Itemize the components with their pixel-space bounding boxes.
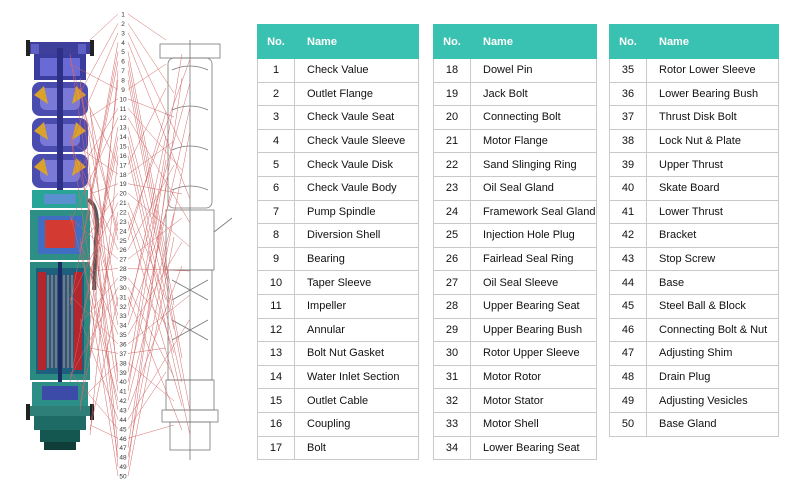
part-number: 13 — [258, 342, 295, 366]
part-name: Motor Stator — [471, 389, 597, 413]
table-row — [434, 59, 597, 83]
part-name: Check Vaule Disk — [295, 153, 419, 177]
part-name: Bearing — [295, 247, 419, 271]
leader-line — [128, 425, 174, 438]
part-name: Adjusting Shim — [647, 342, 779, 366]
part-number: 39 — [610, 153, 647, 177]
column-header-no: No. — [258, 25, 295, 59]
column-header-name: Name — [471, 25, 597, 59]
callout-number: 12 — [119, 115, 127, 123]
part-number: 42 — [610, 224, 647, 248]
part-name: Pump Spindle — [295, 200, 419, 224]
part-name: Upper Bearing Bush — [471, 318, 597, 342]
callout-number: 38 — [119, 360, 127, 368]
callout-number: 48 — [119, 454, 127, 462]
table-row — [434, 412, 597, 436]
part-number: 45 — [610, 294, 647, 318]
part-name: Adjusting Vesicles — [647, 389, 779, 413]
callout-number: 50 — [119, 473, 127, 481]
callout-number: 36 — [119, 341, 127, 349]
part-number: 19 — [434, 82, 471, 106]
callout-number: 9 — [121, 86, 125, 94]
table-row — [610, 412, 779, 436]
callout-number: 18 — [119, 171, 127, 179]
part-name: Connecting Bolt — [471, 106, 597, 130]
leader-line — [128, 372, 166, 429]
callout-number: 6 — [121, 58, 125, 66]
column-header-no: No. — [610, 25, 647, 59]
part-name: Fairlead Seal Ring — [471, 247, 597, 271]
part-number: 7 — [258, 200, 295, 224]
part-number: 24 — [434, 200, 471, 224]
part-name: Check Vaule Body — [295, 176, 419, 200]
table-row — [258, 200, 419, 224]
table-row — [610, 176, 779, 200]
callout-number: 17 — [119, 162, 127, 170]
outline-view — [160, 40, 232, 460]
table-row — [434, 294, 597, 318]
table-row — [610, 318, 779, 342]
part-name: Drain Plug — [647, 365, 779, 389]
table-row — [258, 106, 419, 130]
part-name: Bolt Nut Gasket — [295, 342, 419, 366]
part-number: 8 — [258, 224, 295, 248]
part-name: Rotor Lower Sleeve — [647, 59, 779, 83]
table-row — [610, 153, 779, 177]
part-name: Framework Seal Gland — [471, 200, 597, 224]
column-header-name: Name — [647, 25, 779, 59]
table-row — [434, 82, 597, 106]
part-name: Oil Seal Gland — [471, 176, 597, 200]
callout-number: 47 — [119, 445, 127, 453]
table-row — [258, 153, 419, 177]
part-name: Lock Nut & Plate — [647, 129, 779, 153]
part-name: Dowel Pin — [471, 59, 597, 83]
table-row — [610, 271, 779, 295]
table-row — [258, 389, 419, 413]
part-number: 37 — [610, 106, 647, 130]
column-header-no: No. — [434, 25, 471, 59]
callout-number: 4 — [121, 39, 125, 47]
leader-line — [128, 88, 166, 165]
part-number: 17 — [258, 436, 295, 460]
part-number: 36 — [610, 82, 647, 106]
callout-number: 8 — [121, 77, 125, 85]
table-row — [610, 294, 779, 318]
part-number: 3 — [258, 106, 295, 130]
part-name: Diversion Shell — [295, 224, 419, 248]
callout-number: 21 — [119, 200, 127, 208]
callout-number: 29 — [119, 275, 127, 283]
callout-number: 32 — [119, 303, 127, 311]
table-row — [434, 389, 597, 413]
callout-number: 1 — [121, 11, 125, 19]
leader-line — [128, 59, 190, 231]
part-name: Base Gland — [647, 412, 779, 436]
part-name: Check Value — [295, 59, 419, 83]
callout-number: 37 — [119, 350, 127, 358]
part-number: 11 — [258, 294, 295, 318]
part-name: Upper Bearing Seat — [471, 294, 597, 318]
part-number: 4 — [258, 129, 295, 153]
part-name: Steel Ball & Block — [647, 294, 779, 318]
parts-table-2 — [433, 24, 597, 460]
parts-table-3 — [609, 24, 779, 437]
parts-table-1 — [257, 24, 419, 460]
leader-line — [128, 213, 174, 401]
leader-line — [90, 184, 118, 194]
table-row — [258, 224, 419, 248]
part-name: Check Vaule Seat — [295, 106, 419, 130]
pump-cross-section-diagram — [0, 0, 245, 493]
part-number: 41 — [610, 200, 647, 224]
cutaway-view — [26, 40, 97, 450]
table-row — [434, 200, 597, 224]
part-number: 43 — [610, 247, 647, 271]
part-number: 22 — [434, 153, 471, 177]
callout-number: 7 — [121, 68, 125, 76]
part-number: 33 — [434, 412, 471, 436]
part-name: Lower Bearing Bush — [647, 82, 779, 106]
table-header-row — [258, 25, 419, 59]
part-number: 29 — [434, 318, 471, 342]
table-row — [434, 342, 597, 366]
callout-number: 20 — [119, 190, 127, 198]
table-row — [610, 389, 779, 413]
part-name: Base — [647, 271, 779, 295]
part-name: Lower Bearing Seat — [471, 436, 597, 460]
table-row — [258, 59, 419, 83]
table-row — [610, 224, 779, 248]
callout-number: 33 — [119, 313, 127, 321]
leader-line — [128, 64, 166, 89]
table-row — [434, 153, 597, 177]
leader-line — [128, 61, 174, 305]
callout-number: 13 — [119, 124, 127, 132]
part-name: Sand Slinging Ring — [471, 153, 597, 177]
part-number: 9 — [258, 247, 295, 271]
part-number: 26 — [434, 247, 471, 271]
part-name: Thrust Disk Bolt — [647, 106, 779, 130]
column-header-name: Name — [295, 25, 419, 59]
callout-number: 15 — [119, 143, 127, 151]
callout-number: 42 — [119, 398, 127, 406]
table-row — [434, 129, 597, 153]
callout-number: 10 — [119, 96, 127, 104]
table-row — [610, 59, 779, 83]
part-number: 21 — [434, 129, 471, 153]
table-row — [258, 176, 419, 200]
part-number: 18 — [434, 59, 471, 83]
part-number: 23 — [434, 176, 471, 200]
callout-number: 16 — [119, 152, 127, 160]
table-row — [610, 129, 779, 153]
part-number: 50 — [610, 412, 647, 436]
leader-line — [128, 14, 166, 40]
part-number: 35 — [610, 59, 647, 83]
callout-number: 40 — [119, 379, 127, 387]
leader-line — [128, 141, 174, 174]
leader-line — [128, 78, 182, 448]
part-name: Rotor Upper Sleeve — [471, 342, 597, 366]
part-name: Water Inlet Section — [295, 365, 419, 389]
part-number: 40 — [610, 176, 647, 200]
callout-number: 14 — [119, 134, 127, 142]
table-row — [434, 176, 597, 200]
table-row — [434, 436, 597, 460]
callout-number: 31 — [119, 294, 127, 302]
leader-line — [128, 52, 166, 252]
callout-number: 23 — [119, 218, 127, 226]
table-row — [434, 318, 597, 342]
part-name: Connecting Bolt & Nut — [647, 318, 779, 342]
table-row — [258, 412, 419, 436]
part-number: 12 — [258, 318, 295, 342]
part-name: Upper Thrust — [647, 153, 779, 177]
callout-number: 35 — [119, 332, 127, 340]
table-row — [258, 271, 419, 295]
callout-number: 3 — [121, 30, 125, 38]
table-row — [610, 342, 779, 366]
part-number: 14 — [258, 365, 295, 389]
part-name: Outlet Flange — [295, 82, 419, 106]
part-name: Stop Screw — [647, 247, 779, 271]
table-row — [258, 294, 419, 318]
part-number: 31 — [434, 365, 471, 389]
callout-number: 43 — [119, 407, 127, 415]
table-row — [258, 129, 419, 153]
callout-number: 45 — [119, 426, 127, 434]
leader-line — [90, 348, 118, 353]
part-number: 2 — [258, 82, 295, 106]
part-number: 1 — [258, 59, 295, 83]
callout-number: 5 — [121, 49, 125, 57]
leader-line — [128, 108, 182, 170]
table-row — [258, 318, 419, 342]
table-row — [434, 271, 597, 295]
callout-number: 11 — [119, 105, 127, 113]
table-row — [434, 106, 597, 130]
callout-number: 19 — [119, 181, 127, 189]
table-row — [258, 342, 419, 366]
callout-number: 39 — [119, 369, 127, 377]
part-name: Jack Bolt — [471, 82, 597, 106]
part-name: Injection Hole Plug — [471, 224, 597, 248]
part-number: 48 — [610, 365, 647, 389]
table-row — [258, 247, 419, 271]
table-row — [610, 82, 779, 106]
part-number: 46 — [610, 318, 647, 342]
leader-line — [128, 118, 190, 223]
part-name: Motor Flange — [471, 129, 597, 153]
part-number: 16 — [258, 412, 295, 436]
part-number: 5 — [258, 153, 295, 177]
part-number: 25 — [434, 224, 471, 248]
part-name: Oil Seal Sleeve — [471, 271, 597, 295]
part-name: Annular — [295, 318, 419, 342]
table-row — [610, 200, 779, 224]
callout-number: 22 — [119, 209, 127, 217]
part-number: 32 — [434, 389, 471, 413]
part-name: Impeller — [295, 294, 419, 318]
table-header-row — [610, 25, 779, 59]
part-number: 49 — [610, 389, 647, 413]
part-name: Motor Rotor — [471, 365, 597, 389]
table-row — [258, 436, 419, 460]
callout-number: 28 — [119, 266, 127, 274]
callout-number: 34 — [119, 322, 127, 330]
part-name: Lower Thrust — [647, 200, 779, 224]
part-name: Skate Board — [647, 176, 779, 200]
leader-line — [128, 131, 190, 457]
leader-line — [90, 14, 118, 40]
part-name: Outlet Cable — [295, 389, 419, 413]
leader-line — [128, 127, 166, 276]
part-number: 20 — [434, 106, 471, 130]
table-row — [258, 365, 419, 389]
part-name: Bolt — [295, 436, 419, 460]
table-row — [610, 247, 779, 271]
callout-number: 30 — [119, 284, 127, 292]
leader-line — [128, 80, 190, 411]
part-number: 34 — [434, 436, 471, 460]
table-header-row — [434, 25, 597, 59]
part-number: 47 — [610, 342, 647, 366]
table-row — [434, 247, 597, 271]
part-number: 10 — [258, 271, 295, 295]
callout-number: 27 — [119, 256, 127, 264]
leader-line — [128, 33, 182, 146]
part-number: 28 — [434, 294, 471, 318]
part-number: 38 — [610, 129, 647, 153]
callout-number: 25 — [119, 237, 127, 245]
part-number: 27 — [434, 271, 471, 295]
part-name: Bracket — [647, 224, 779, 248]
callout-number: 46 — [119, 435, 127, 443]
table-row — [258, 82, 419, 106]
callout-number: 26 — [119, 247, 127, 255]
part-name: Motor Shell — [471, 412, 597, 436]
part-name: Taper Sleeve — [295, 271, 419, 295]
part-number: 44 — [610, 271, 647, 295]
callout-number: 2 — [121, 20, 125, 28]
part-name: Coupling — [295, 412, 419, 436]
callout-number: 41 — [119, 388, 127, 396]
callout-number: 24 — [119, 228, 127, 236]
part-number: 30 — [434, 342, 471, 366]
part-number: 6 — [258, 176, 295, 200]
table-row — [610, 365, 779, 389]
callout-number: 44 — [119, 416, 127, 424]
callout-number: 49 — [119, 464, 127, 472]
table-row — [610, 106, 779, 130]
part-number: 15 — [258, 389, 295, 413]
table-row — [434, 365, 597, 389]
part-name: Check Vaule Sleeve — [295, 129, 419, 153]
table-row — [434, 224, 597, 248]
